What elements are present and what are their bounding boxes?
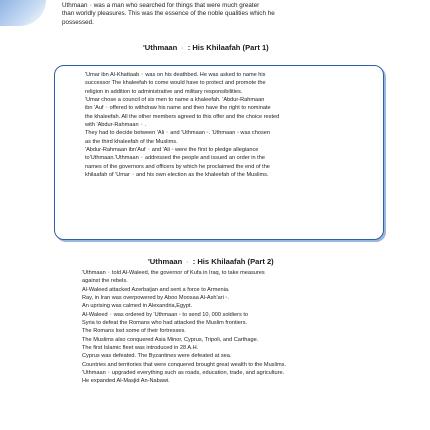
text-line <box>85 154 385 162</box>
text-line <box>85 171 385 179</box>
line-text: Ray, in Iran was overpowered by Aboo Moosaa Al-Ash'ari ◦. <box>82 295 229 302</box>
heading-name: 'Uthmaan <box>143 43 178 52</box>
line-text: upgraded everything such as roads, education, trade, and agriculture. <box>111 370 285 377</box>
intro-paragraph <box>62 2 412 27</box>
line-text: successor The khaleefah to come would have to protect and promote the <box>85 80 266 87</box>
line-text: Al-Waleed attacked Azerbaijan and sent a force to Armenia. <box>82 286 230 293</box>
line-text: The first Islamic fleet was introduced in 28 A.H. <box>82 345 199 352</box>
honorific-icon: ◦ <box>140 155 143 162</box>
text-line <box>85 71 385 79</box>
line-text: possessed. <box>62 18 94 26</box>
line-text: The Muslims also conquered Asia Minor, Cyprus, Tripoli, and Carthage. <box>82 336 259 343</box>
line-text: against the rebels. <box>82 278 128 285</box>
line-text: as the third khaleefah of the Muslims. <box>85 138 178 145</box>
page-corner-decoration <box>0 0 46 26</box>
line-text: told Al-Waleed, the governor of Kufa in Iraq, to take measures <box>111 270 265 276</box>
text-line <box>82 369 427 377</box>
text-line <box>82 319 427 327</box>
line-text: and his own election as the khaleefah of the Muslims. <box>136 172 269 179</box>
line-lead: 'Umar ibn Al-Khattaab <box>85 72 140 78</box>
line-text: offered to withdraw his name and then have the right to nominate <box>109 105 271 112</box>
line-lead: 'Abdur-Rahmaan ibn'Auf <box>85 147 146 154</box>
line-text: was ordered by 'Uthmaan ◦ to send 10, 000 soldiers to <box>113 311 249 318</box>
line-text: was a man who searched for things that were much greater <box>93 2 260 9</box>
text-line <box>85 129 385 137</box>
honorific-icon: ◦ <box>140 122 143 129</box>
honorific-icon: ◦ <box>107 370 110 377</box>
honorific-icon: ◦ <box>181 46 184 52</box>
honorific-icon: ◦ <box>109 311 112 318</box>
heading-title: : His Khilaafah (Part 2) <box>192 257 274 266</box>
text-line <box>82 286 427 294</box>
honorific-icon: ◦ <box>131 172 135 179</box>
line-text: than worldly pleasures. This was the essence of the noble qualities which he <box>62 10 275 18</box>
text-line <box>62 10 412 18</box>
text-line <box>85 79 385 87</box>
text-line <box>82 302 427 310</box>
line-text: 'Umar chose a council of six men to name a khaleefah. 'Abdur-Rahmaan <box>85 97 265 104</box>
text-line <box>62 2 412 10</box>
honorific-icon: ◦ <box>186 260 189 266</box>
text-line <box>82 269 427 277</box>
text-line <box>82 311 427 319</box>
text-line <box>85 88 385 96</box>
text-line <box>85 104 385 112</box>
text-line <box>85 113 385 121</box>
honorific-icon: ◦ <box>147 147 150 154</box>
line-text: was on his deathbed. He was asked to name his <box>145 72 266 78</box>
line-text: . <box>144 122 147 129</box>
text-line <box>85 146 385 154</box>
line-lead: khilaafah of 'Umar <box>85 172 130 179</box>
part-1-text-box <box>54 65 384 240</box>
line-text: addressed the people and issued an order in the <box>144 155 265 162</box>
line-text: The Romans lost some of their fortresses. <box>82 328 186 335</box>
text-line <box>85 138 385 146</box>
text-line <box>82 361 427 369</box>
line-lead: 'Uthmaan <box>82 370 106 377</box>
honorific-icon: ◦ <box>89 3 92 9</box>
line-lead: 'Uthmaan <box>82 270 106 276</box>
text-line <box>82 277 427 285</box>
line-text: An uprising was calmed in Alexandria,Egypt. <box>82 303 193 310</box>
honorific-icon: ◦ <box>105 105 108 112</box>
honorific-icon: ◦ <box>141 72 144 78</box>
text-line <box>82 377 427 385</box>
line-text: the khaleefah. All the other members agreed to this offer and the choice rested <box>85 113 280 120</box>
heading-khilaafah-part-2 <box>148 257 274 266</box>
text-line <box>82 352 427 360</box>
part-2-text <box>82 269 427 386</box>
line-text: Syria to defeat the Romans who had attacked the Muslim frontiers. <box>82 320 248 327</box>
line-lead: They had to decide between 'Ali <box>85 130 165 137</box>
line-text: Countries and territories that were conquered brought great wealth to the Muslims. <box>82 361 286 368</box>
line-lead: to'Uthmaan.'Uthmaan <box>85 155 139 162</box>
text-line <box>82 327 427 335</box>
heading-title: : His Khilaafah (Part 1) <box>187 43 269 52</box>
text-line <box>82 344 427 352</box>
line-text: names of the governors and officers by which he proclaimed the end of the <box>85 163 270 170</box>
heading-khilaafah-part-1 <box>143 43 269 52</box>
line-text: religion in addition to administrative and military responsibilities. <box>85 88 243 95</box>
line-text: and 'Uthmaan ◦. 'Uthmaan ◦ was chosen <box>170 130 270 137</box>
line-lead: ibn 'Auf <box>85 105 104 112</box>
line-text: He expanded Al-Masjid An-Nabawi. <box>82 378 170 385</box>
text-line <box>85 163 385 171</box>
text-line <box>82 336 427 344</box>
text-line <box>85 121 385 129</box>
line-text: and 'Ali ◦ were the first to pledge allegiance <box>151 147 259 154</box>
text-line <box>62 19 412 27</box>
text-line <box>85 96 385 104</box>
line-lead: with 'Abdur-Rahmaan <box>85 122 139 129</box>
honorific-icon: ◦ <box>166 130 169 137</box>
text-line <box>82 294 427 302</box>
line-text: Cyprus was defeated. The Byzantines were defeated at sea. <box>82 353 232 360</box>
part-1-text <box>85 71 385 179</box>
heading-name: 'Uthmaan <box>148 257 183 266</box>
honorific-icon: ◦ <box>107 270 110 276</box>
line-lead: Al-Waleed <box>82 311 108 318</box>
line-lead: Uthmaan <box>62 2 88 9</box>
